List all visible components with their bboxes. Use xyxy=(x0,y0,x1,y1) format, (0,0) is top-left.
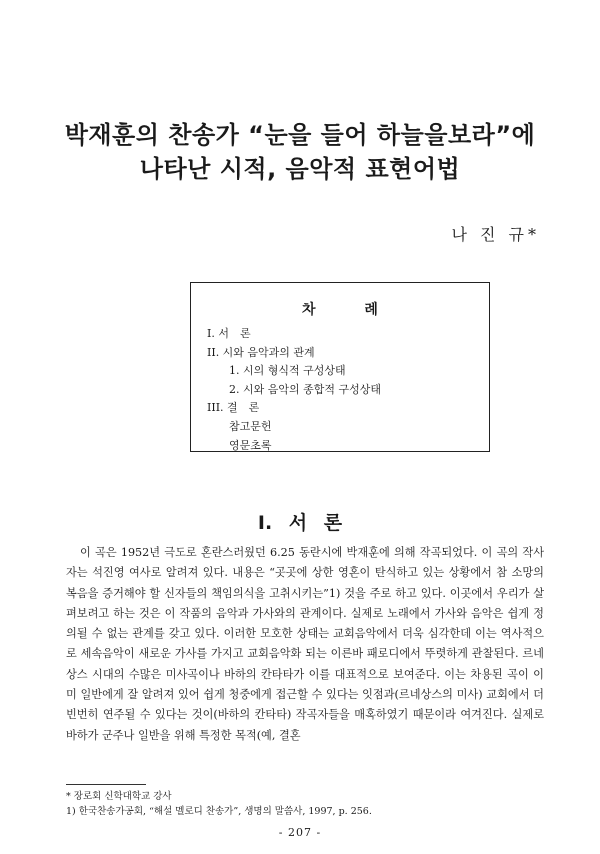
toc-item-synthesis: 2. 시와 음악의 종합적 구성상태 xyxy=(229,382,381,396)
section-heading: I. 서 론 xyxy=(257,512,343,534)
title-line-1: 박재훈의 찬송가 “눈을 들어 하늘을보라”에 xyxy=(64,121,536,149)
table-of-contents xyxy=(190,282,490,452)
toc-item-form: 1. 시의 형식적 구성상태 xyxy=(229,364,346,378)
body-paragraph: 이 곡은 1952년 극도로 혼란스러웠던 6.25 동란시에 박재훈에 의해 작곡되었다. 이 곡의 작사자는 석진영 여사로 알려져 있다. 내용은 “곳곳에 상한 영혼이 탄식하고 있는 상황에서 참 소망의 복음을 증거해야 할 신자들의 책임의식을 고취시키는”1) 것을 주로 하고 있다. 이곳에서 우리가 살펴보려고 하는 것은 이 작품의 음악과 가사와의 관계이다. 실제로 노래에서 가사와 음악은 쉽게 정의될 수 없는 관계를 갖고 있다. 이러한 모호한 상태는 교회음악에서 더욱 심각한데 이는 역사적으로 세속음악이 새로운 가사를 가지고 교회음악화 되는 이른바 패로디에서 뚜렷하게 관찰된다. 르네상스 시대의 수많은 미사곡이나 바하의 칸타타가 이를 대표적으로 보여준다. 이는 차용된 곡이 이미 일반에게 잘 알려져 있어 쉽게 청중에게 접근할 수 있다는 잇점과(르네상스의 미사) 교회에서 더 빈번히 연주될 수 있다는 것이(바하의 칸타타) 작곡자들을 매혹하였기 때문이라 여겨진다. 실제로 바하가 군주나 일반을 위해 특정한 목적(예, 결혼 xyxy=(66,546,544,742)
author-name: 나 진 규* xyxy=(451,225,540,244)
footnote-1: 1) 한국찬송가공회, “해설 멜로디 찬송가”, 생명의 말씀사, 1997, p. 256. xyxy=(66,806,372,817)
paper-title xyxy=(0,118,600,186)
body-text xyxy=(66,543,544,746)
toc-heading: 차 례 xyxy=(302,302,400,318)
page-number: - 207 - xyxy=(278,826,322,839)
title-line-2: 나타난 시적, 음악적 표현어법 xyxy=(139,155,461,183)
footnote-author: * 장로회 신학대학교 강사 xyxy=(66,791,172,802)
toc-item-intro: I. 서 론 xyxy=(207,327,251,340)
toc-item-references: 참고문헌 xyxy=(229,419,272,433)
toc-list xyxy=(207,325,381,455)
footnote-divider xyxy=(66,784,146,785)
toc-item-conclusion: III. 결 론 xyxy=(207,401,260,415)
toc-item-relation: II. 시와 음악과의 관계 xyxy=(207,345,315,359)
toc-item-abstract: 영문초록 xyxy=(229,438,272,452)
footnotes xyxy=(66,789,372,819)
